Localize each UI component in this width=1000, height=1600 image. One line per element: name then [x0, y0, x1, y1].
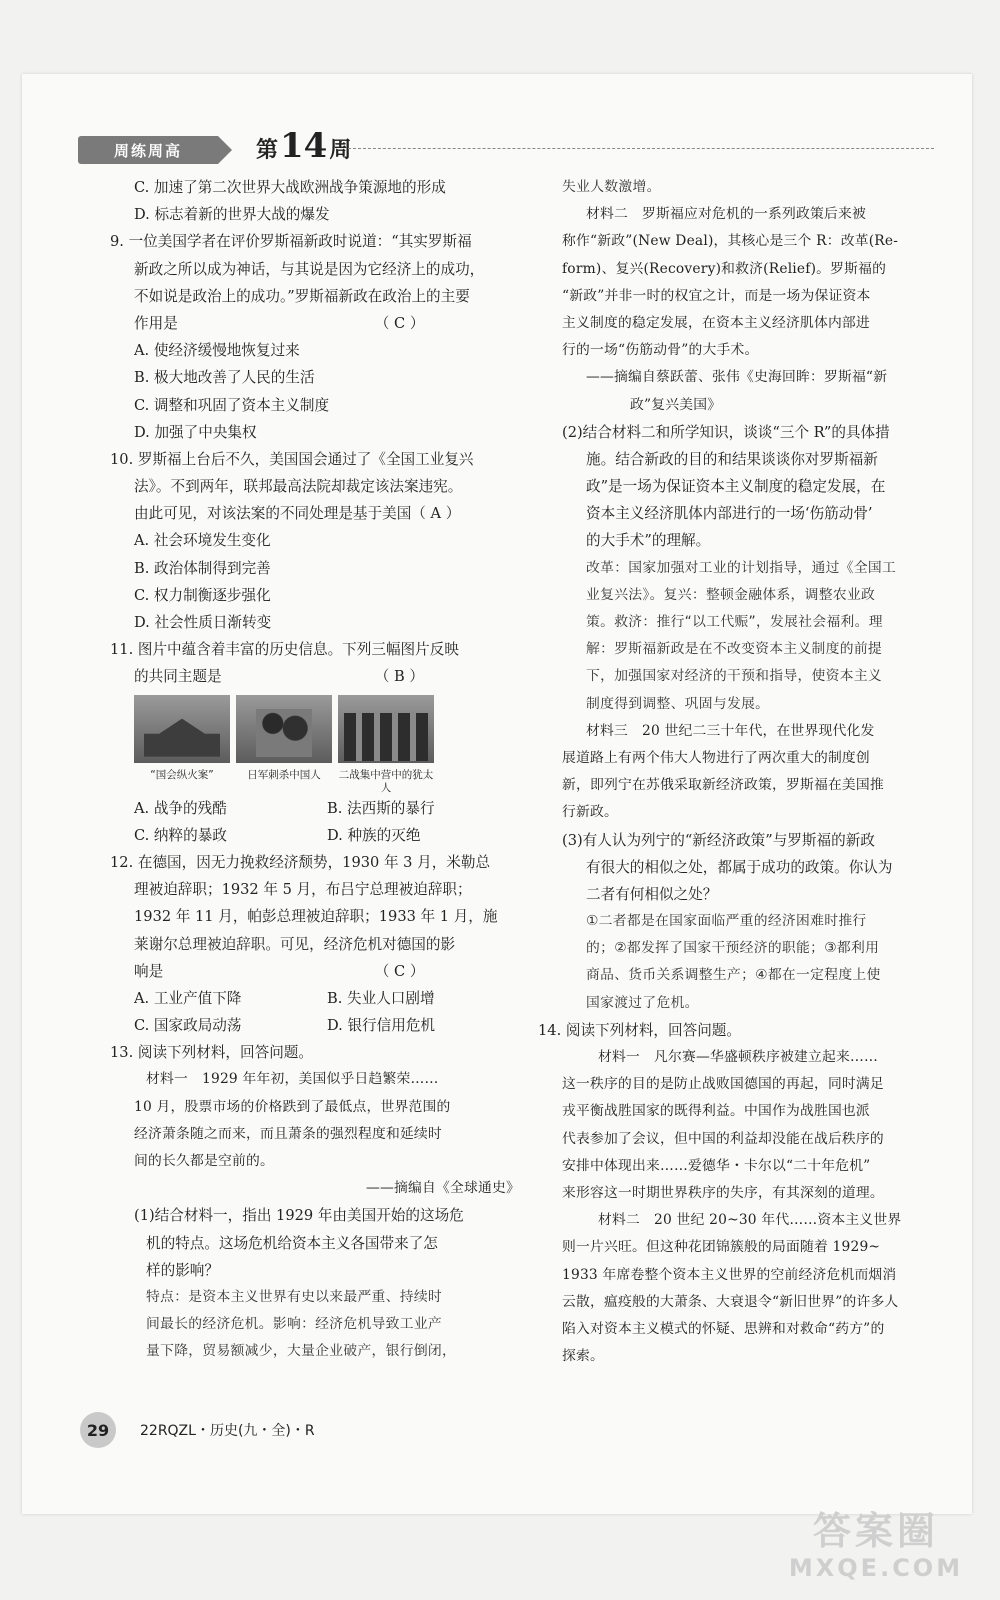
q13-material-3: 材料三 20 世纪二三十年代，在世界现代化发 [586, 722, 875, 739]
q10-option-a: A. 社会环境发生变化 [134, 532, 271, 550]
q14-material-2: 陷入对资本主义模式的怀疑、思辨和对救命“药方”的 [562, 1320, 885, 1337]
q13-sub2-answer: 改革：国家加强对工业的计划指导，通过《全国工 [586, 559, 897, 576]
q11-caption-2: 日军刺杀中国人 [247, 768, 321, 781]
q14-material-1: 这一秩序的目的是防止战败国德国的再起，同时满足 [562, 1076, 884, 1093]
q13-material-1: 10 月，股票市场的价格跌到了最低点，世界范围的 [134, 1098, 451, 1115]
q9-stem: 不如说是政治上的成功。”罗斯福新政在政治上的主要 [134, 287, 470, 305]
q13-material-1: 材料一 1929 年年初，美国似乎日趋繁荣…… [146, 1071, 439, 1088]
q14-material-1: 代表参加了会议，但中国的利益却没能在战后秩序的 [562, 1130, 884, 1147]
q13-material-2-source: 政”复兴美国》 [630, 396, 722, 413]
q12-option-c: C. 国家政局动荡 [134, 1017, 242, 1035]
q13-sub2: 政”是一场为保证资本主义制度的稳定发展，在 [586, 478, 886, 496]
q14-material-1: 戎平衡战胜国家的既得利益。中国作为战胜国也派 [562, 1103, 870, 1120]
q11-caption-3: 二战集中营中的犹太人 [338, 768, 434, 794]
q13-sub1-answer: 失业人数激增。 [562, 179, 661, 195]
q13-sub1: 机的特点。这场危机给资本主义各国带来了怎 [146, 1234, 438, 1252]
q14-stem: 14. 阅读下列材料，回答问题。 [538, 1021, 741, 1039]
header-divider [348, 148, 934, 149]
q12-options-row-1 [110, 985, 520, 1012]
q13-sub1: (1)结合材料一，指出 1929 年由美国开始的这场危 [134, 1207, 464, 1225]
q9-option-a: A. 使经济缓慢地恢复过来 [134, 342, 300, 360]
q11-image-3 [338, 695, 434, 795]
q14-material-2: 探索。 [562, 1348, 604, 1365]
q13-sub1-answer: 特点：是资本主义世界有史以来最严重、持续时 [146, 1288, 443, 1305]
q9-stem: 9. 一位美国学者在评价罗斯福新政时说道：“其实罗斯福 [110, 233, 472, 251]
q12-stem: 莱谢尔总理被迫辞职。可见，经济危机对德国的影 [134, 935, 456, 953]
q13-sub3: 二者有何相似之处？ [586, 885, 718, 903]
q13-sub3: (3)有人认为列宁的“新经济政策”与罗斯福的新政 [562, 831, 875, 849]
q11-option-d: D. 种族的灭绝 [327, 826, 421, 844]
q9-option-c: C. 调整和巩固了资本主义制度 [134, 396, 330, 414]
q13-sub2: 施。结合新政的目的和结果谈谈你对罗斯福新 [586, 450, 878, 468]
week-title [256, 126, 351, 166]
q11-stem-answer: 的共同主题是 （ B ） [134, 668, 424, 686]
q11-stem: 11. 图片中蕴含着丰富的历史信息。下列三幅图片反映 [110, 641, 459, 659]
q13-sub2-answer: 下，加强国家对经济的干预和指导，使资本主义 [586, 668, 883, 685]
q13-material-2: 行的一场“伤筋动骨”的大手术。 [562, 342, 759, 359]
q8-option-d: D. 标志着新的世界大战的爆发 [134, 206, 330, 224]
q9-stem: 新政之所以成为神话，与其说是因为它经济上的成功， [134, 260, 485, 278]
week-prefix: 第 [256, 137, 279, 163]
page-header [78, 126, 934, 174]
q12-options-row-2 [110, 1012, 520, 1039]
q11-images [110, 695, 520, 795]
q13-material-1: 经济萧条随之而来，而且萧条的强烈程度和延续时 [134, 1125, 442, 1142]
q13-sub3-answer: ①二者都是在国家面临严重的经济困难时推行 [586, 913, 867, 930]
q13-sub1: 样的影响？ [146, 1261, 219, 1279]
section-tag-arrow [218, 136, 232, 164]
q12-stem: 1932 年 11 月，帕彭总理被迫辞职；1933 年 1 月，施 [134, 908, 498, 926]
page-number: 29 [80, 1412, 116, 1448]
q14-material-2: 1933 年席卷整个资本主义世界的空前经济危机而烟消 [562, 1266, 897, 1283]
q13-material-3: 展道路上有两个伟大人物进行了两次重大的制度创 [562, 749, 870, 766]
q13-material-2-source: ——摘编自蔡跃蕾、张伟《史海回眸：罗斯福“新 [586, 369, 888, 386]
workbook-page [22, 74, 972, 1514]
japanese-army-photo [236, 695, 332, 763]
q14-material-2: 材料二 20 世纪 20~30 年代……资本主义世界 [598, 1212, 902, 1229]
week-number: 14 [280, 126, 328, 166]
left-column [110, 174, 520, 1366]
q10-option-c: C. 权力制衡逐步强化 [134, 586, 271, 604]
q11-options-row-1 [110, 795, 520, 822]
q13-sub1-answer: 间最长的经济危机。影响：经济危机导致工业产 [146, 1316, 443, 1333]
q14-material-2: 云散，瘟疫般的大萧条、大衰退令“新旧世界”的许多人 [562, 1293, 899, 1310]
site-watermark [776, 1508, 976, 1588]
q11-image-1 [134, 695, 230, 795]
q11-option-c: C. 纳粹的暴政 [134, 826, 227, 844]
q13-material-3: 行新政。 [562, 804, 618, 821]
q13-material-2: 称作“新政”(New Deal)，其核心是三个 R：改革(Re- [562, 233, 899, 250]
watermark-url: MXQE.COM [788, 1554, 964, 1582]
q12-option-a: A. 工业产值下降 [134, 989, 242, 1007]
q13-stem: 13. 阅读下列材料，回答问题。 [110, 1044, 313, 1062]
q13-sub3: 有很大的相似之处，都属于成功的政策。你认为 [586, 858, 893, 876]
page-footer [80, 1412, 480, 1448]
q13-sub2-answer: 业复兴法》。复兴：整顿金融体系，调整农业政 [586, 586, 876, 603]
q13-sub2: (2)结合材料二和所学知识，谈谈“三个 R”的具体措 [562, 423, 890, 441]
q13-material-2: 材料二 罗斯福应对危机的一系列政策后来被 [586, 206, 866, 223]
q13-material-1-source: ——摘编自《全球通史》 [366, 1180, 520, 1197]
q9-option-d: D. 加强了中央集权 [134, 423, 257, 441]
q13-sub2-answer: 策。救济：推行“以工代赈”，发展社会福利。理 [586, 614, 883, 630]
q14-material-1: 来形容这一时期世界秩序的失序，有其深刻的道理。 [562, 1184, 884, 1201]
q13-sub2: 的大手术”的理解。 [586, 532, 711, 550]
q12-option-d: D. 银行信用危机 [327, 1017, 436, 1035]
q10-stem: 法》。不到两年，联邦最高法院却裁定该法案违宪。 [134, 478, 463, 496]
q14-material-2: 则一片兴旺。但这种花团锦簇般的局面随着 1929~ [562, 1239, 881, 1256]
q13-material-3: 新，即列宁在苏俄采取新经济政策，罗斯福在美国推 [562, 777, 884, 794]
q13-material-1: 间的长久都是空前的。 [134, 1153, 274, 1169]
q13-material-2: 主义制度的稳定发展，在资本主义经济肌体内部进 [562, 314, 870, 331]
q10-option-d: D. 社会性质日渐转变 [134, 614, 272, 631]
q12-stem: 12. 在德国，因无力挽救经济颓势，1930 年 3 月，米勒总 [110, 853, 491, 871]
watermark-title: 答案圈 [812, 1509, 939, 1553]
q8-option-c: C. 加速了第二次世界大战欧洲战争策源地的形成 [134, 179, 446, 196]
reichstag-fire-photo [134, 695, 230, 763]
q13-sub1-answer: 量下降，贸易额减少，大量企业破产，银行倒闭， [146, 1343, 457, 1360]
q13-sub3-answer: 国家渡过了危机。 [586, 994, 699, 1011]
q12-stem-answer: 响是 （ C ） [134, 962, 425, 980]
q13-sub2-answer: 解：罗斯福新政是在不改变资本主义制度的前提 [586, 641, 883, 658]
q11-caption-1: “国会纵火案” [150, 768, 214, 781]
q11-option-a: A. 战争的残酷 [134, 799, 227, 817]
week-suffix: 周 [329, 137, 352, 163]
q14-material-1: 安排中体现出来……爱德华・卡尔以“二十年危机” [562, 1157, 871, 1174]
q13-sub3-answer: 商品、货币关系调整生产；④都在一定程度上使 [586, 967, 881, 984]
concentration-camp-photo [338, 695, 434, 763]
q9-stem-answer: 作用是 （ C ） [134, 314, 425, 332]
q12-option-b: B. 失业人口剧增 [327, 989, 435, 1007]
q10-stem-answer: 由此可见，对该法案的不同处理是基于美国（ A ） [134, 505, 461, 523]
q10-stem: 10. 罗斯福上台后不久，美国国会通过了《全国工业复兴 [110, 450, 474, 468]
q9-option-b: B. 极大地改善了人民的生活 [134, 369, 315, 387]
q13-sub2-answer: 制度得到调整、巩固与发展。 [586, 695, 770, 712]
q13-sub2: 资本主义经济肌体内部进行的一场‘伤筋动骨’ [586, 505, 873, 523]
q13-material-2: form)、复兴(Recovery)和救济(Relief)。罗斯福的 [562, 260, 887, 277]
q11-option-b: B. 法西斯的暴行 [327, 799, 435, 817]
q13-sub3-answer: 的；②都发挥了国家干预经济的职能；③都利用 [586, 940, 880, 957]
right-column [538, 174, 942, 1370]
section-tag: 周练周高 [78, 136, 218, 164]
q13-material-2: “新政”并非一时的权宜之计，而是一场为保证资本 [562, 287, 871, 304]
q10-option-b: B. 政治体制得到完善 [134, 559, 271, 577]
q11-image-2 [236, 695, 332, 795]
q14-material-1: 材料一 凡尔赛—华盛顿秩序被建立起来…… [598, 1049, 878, 1065]
q11-options-row-2 [110, 822, 520, 849]
q12-stem: 理被迫辞职；1932 年 5 月，布吕宁总理被迫辞职； [134, 881, 472, 899]
book-series-code: 22RQZL・历史(九・全)・R [140, 1423, 315, 1439]
